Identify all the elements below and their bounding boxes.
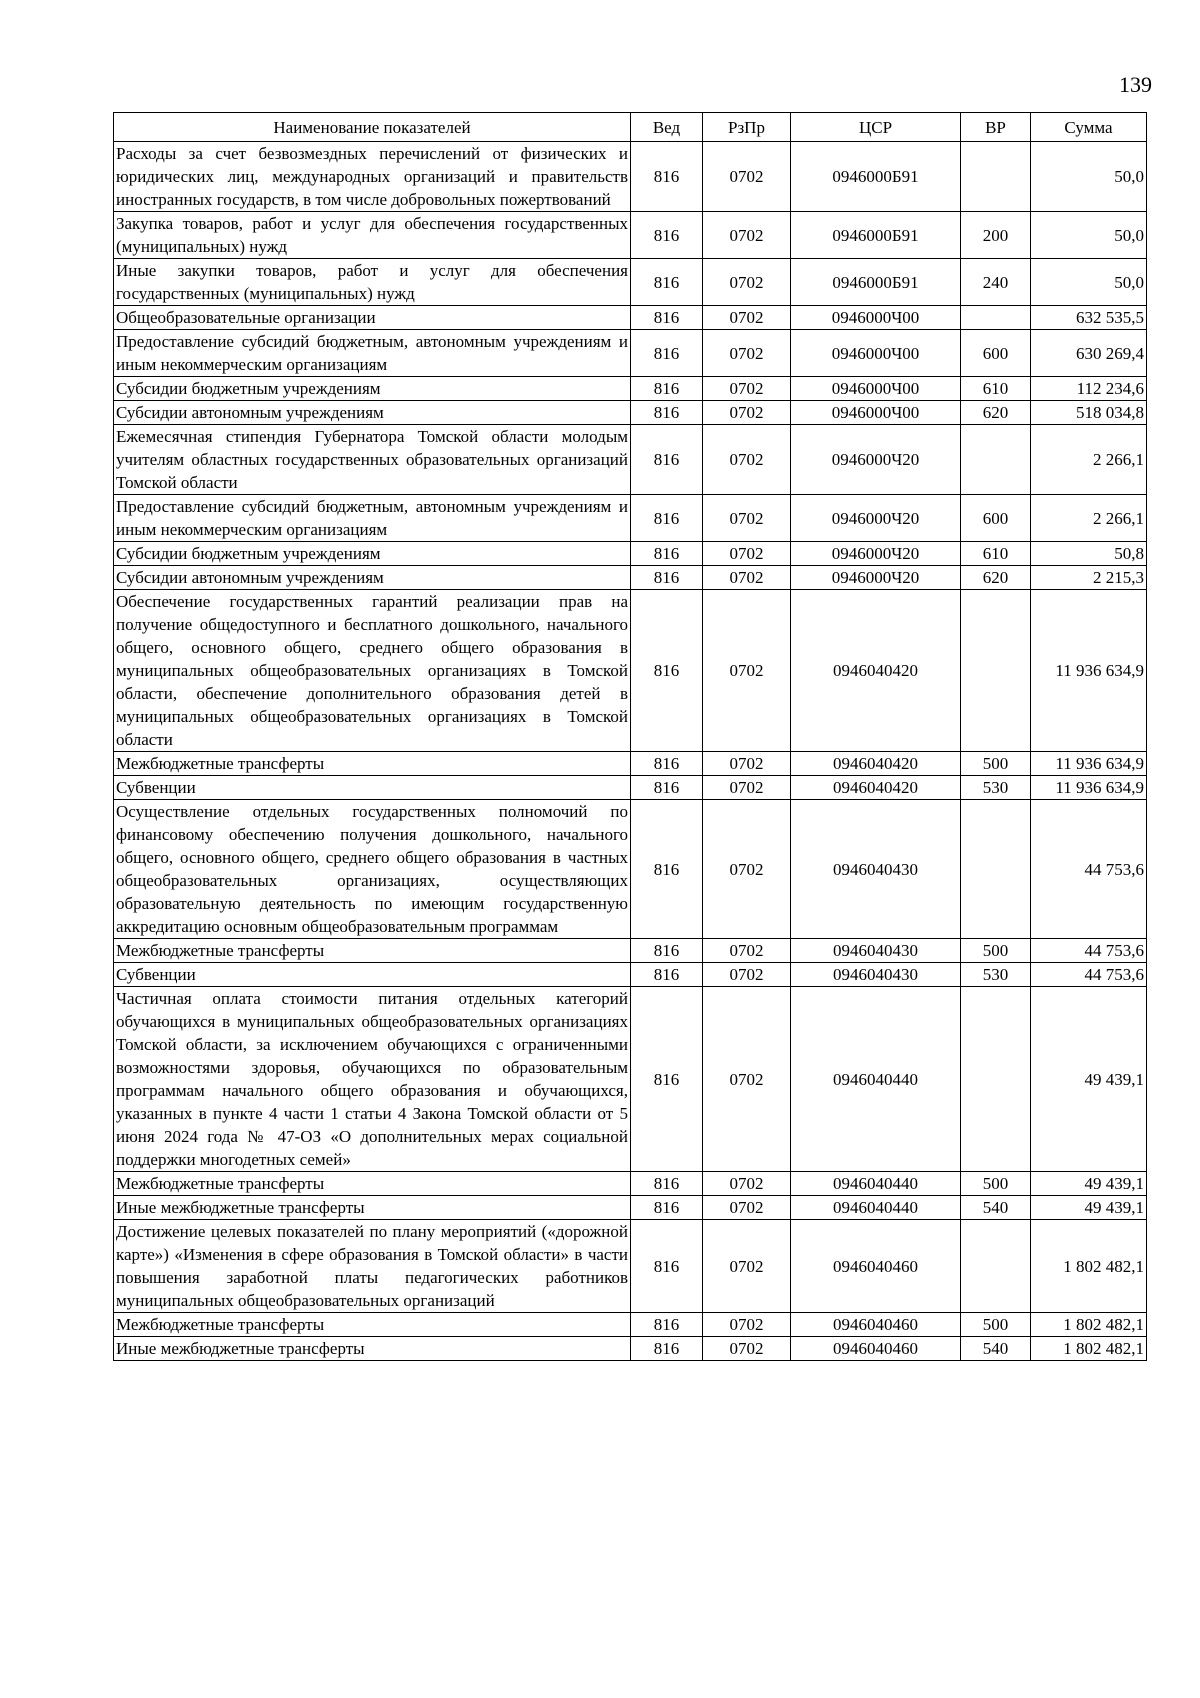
cell-name: Частичная оплата стоимости питания отдельных категорий обучающихся в муниципальных общеобразовательных организациях Томской области, за исключением обучающихся с ограниченными возможностями здоровья, обучающихся по образовательным программам начального общего образования и обучающихся, указанных в пункте 4 части 1 статьи 4 Закона Томской области от 5 июня 2024 года № 47-ОЗ «О дополнительных мерах социальной поддержки многодетных семей»	[114, 987, 631, 1172]
cell-ved: 816	[631, 963, 703, 987]
cell-csr: 0946000Ч20	[791, 425, 961, 495]
cell-vr: 610	[961, 377, 1031, 401]
table-row	[114, 987, 1147, 1172]
cell-ved: 816	[631, 566, 703, 590]
cell-csr: 0946000Ч00	[791, 330, 961, 377]
cell-rzpr: 0702	[703, 1313, 791, 1337]
cell-vr: 500	[961, 1172, 1031, 1196]
cell-name: Субсидии автономным учреждениям	[114, 566, 631, 590]
cell-sum: 11 936 634,9	[1031, 590, 1147, 752]
cell-vr: 500	[961, 939, 1031, 963]
cell-sum: 11 936 634,9	[1031, 776, 1147, 800]
header-vr: ВР	[961, 113, 1031, 142]
table-row	[114, 1196, 1147, 1220]
cell-name: Субвенции	[114, 776, 631, 800]
cell-ved: 816	[631, 1313, 703, 1337]
cell-ved: 816	[631, 752, 703, 776]
cell-name: Обеспечение государственных гарантий реализации прав на получение общедоступного и бесплатного дошкольного, начального общего, основного общего, среднего общего образования в муниципальных общеобразовательных организациях в Томской области, обеспечение дополнительного образования детей в муниципальных общеобразовательных организациях в Томской области	[114, 590, 631, 752]
cell-ved: 816	[631, 776, 703, 800]
cell-csr: 0946040430	[791, 963, 961, 987]
cell-name: Иные межбюджетные трансферты	[114, 1196, 631, 1220]
cell-name: Субсидии бюджетным учреждениям	[114, 542, 631, 566]
cell-ved: 816	[631, 142, 703, 212]
table-row	[114, 590, 1147, 752]
table-row	[114, 1337, 1147, 1361]
cell-vr: 540	[961, 1337, 1031, 1361]
header-name: Наименование показателей	[114, 113, 631, 142]
cell-ved: 816	[631, 1196, 703, 1220]
table-row	[114, 1172, 1147, 1196]
cell-rzpr: 0702	[703, 259, 791, 306]
cell-rzpr: 0702	[703, 590, 791, 752]
cell-name: Предоставление субсидий бюджетным, автономным учреждениям и иным некоммерческим организациям	[114, 330, 631, 377]
header-csr: ЦСР	[791, 113, 961, 142]
cell-rzpr: 0702	[703, 1220, 791, 1313]
cell-sum: 50,0	[1031, 142, 1147, 212]
cell-sum: 50,8	[1031, 542, 1147, 566]
cell-name: Субвенции	[114, 963, 631, 987]
table-row	[114, 212, 1147, 259]
table-row	[114, 142, 1147, 212]
cell-name: Субсидии бюджетным учреждениям	[114, 377, 631, 401]
cell-ved: 816	[631, 330, 703, 377]
cell-sum: 44 753,6	[1031, 939, 1147, 963]
cell-ved: 816	[631, 987, 703, 1172]
cell-name: Межбюджетные трансферты	[114, 1313, 631, 1337]
cell-sum: 2 266,1	[1031, 425, 1147, 495]
cell-ved: 816	[631, 212, 703, 259]
cell-csr: 0946040420	[791, 752, 961, 776]
cell-name: Иные закупки товаров, работ и услуг для обеспечения государственных (муниципальных) нужд	[114, 259, 631, 306]
header-sum: Сумма	[1031, 113, 1147, 142]
cell-csr: 0946000Б91	[791, 142, 961, 212]
cell-sum: 11 936 634,9	[1031, 752, 1147, 776]
cell-csr: 0946040460	[791, 1313, 961, 1337]
cell-rzpr: 0702	[703, 377, 791, 401]
cell-vr	[961, 800, 1031, 939]
cell-rzpr: 0702	[703, 963, 791, 987]
table-row	[114, 377, 1147, 401]
cell-name: Субсидии автономным учреждениям	[114, 401, 631, 425]
cell-name: Межбюджетные трансферты	[114, 752, 631, 776]
cell-name: Иные межбюджетные трансферты	[114, 1337, 631, 1361]
cell-csr: 0946040440	[791, 1196, 961, 1220]
cell-vr: 610	[961, 542, 1031, 566]
cell-rzpr: 0702	[703, 142, 791, 212]
cell-vr: 200	[961, 212, 1031, 259]
cell-sum: 630 269,4	[1031, 330, 1147, 377]
cell-csr: 0946000Ч20	[791, 566, 961, 590]
cell-ved: 816	[631, 1220, 703, 1313]
budget-table	[113, 112, 1147, 1361]
cell-sum: 50,0	[1031, 259, 1147, 306]
cell-vr: 500	[961, 1313, 1031, 1337]
cell-rzpr: 0702	[703, 1196, 791, 1220]
table-row	[114, 800, 1147, 939]
cell-name: Межбюджетные трансферты	[114, 1172, 631, 1196]
cell-name: Осуществление отдельных государственных полномочий по финансовому обеспечению получения дошкольного, начального общего, основного общего, среднего общего образования в частных общеобразовательных организациях, осуществляющих образовательную деятельность по имеющим государственную аккредитацию основным общеобразовательным программам	[114, 800, 631, 939]
cell-vr	[961, 590, 1031, 752]
cell-csr: 0946040430	[791, 939, 961, 963]
cell-sum: 44 753,6	[1031, 800, 1147, 939]
cell-sum: 49 439,1	[1031, 1196, 1147, 1220]
cell-rzpr: 0702	[703, 987, 791, 1172]
cell-ved: 816	[631, 939, 703, 963]
cell-csr: 0946000Б91	[791, 212, 961, 259]
header-ved: Вед	[631, 113, 703, 142]
cell-vr: 530	[961, 963, 1031, 987]
cell-ved: 816	[631, 1172, 703, 1196]
cell-vr	[961, 425, 1031, 495]
cell-sum: 44 753,6	[1031, 963, 1147, 987]
cell-sum: 49 439,1	[1031, 1172, 1147, 1196]
cell-csr: 0946000Ч20	[791, 495, 961, 542]
cell-name: Общеобразовательные организации	[114, 306, 631, 330]
cell-name: Предоставление субсидий бюджетным, автономным учреждениям и иным некоммерческим организациям	[114, 495, 631, 542]
table-row	[114, 306, 1147, 330]
table-row	[114, 1313, 1147, 1337]
cell-sum: 2 266,1	[1031, 495, 1147, 542]
cell-rzpr: 0702	[703, 1337, 791, 1361]
cell-rzpr: 0702	[703, 800, 791, 939]
cell-csr: 0946040420	[791, 776, 961, 800]
cell-vr: 240	[961, 259, 1031, 306]
cell-rzpr: 0702	[703, 212, 791, 259]
cell-ved: 816	[631, 377, 703, 401]
cell-ved: 816	[631, 259, 703, 306]
cell-sum: 49 439,1	[1031, 987, 1147, 1172]
cell-vr: 540	[961, 1196, 1031, 1220]
cell-rzpr: 0702	[703, 306, 791, 330]
cell-sum: 632 535,5	[1031, 306, 1147, 330]
cell-csr: 0946000Ч00	[791, 377, 961, 401]
header-rzpr: РзПр	[703, 113, 791, 142]
table-row	[114, 259, 1147, 306]
cell-sum: 1 802 482,1	[1031, 1313, 1147, 1337]
cell-csr: 0946040460	[791, 1337, 961, 1361]
cell-csr: 0946000Ч20	[791, 542, 961, 566]
table-row	[114, 963, 1147, 987]
table-row	[114, 495, 1147, 542]
table-row	[114, 330, 1147, 377]
cell-name: Ежемесячная стипендия Губернатора Томской области молодым учителям областных государственных образовательных организаций Томской области	[114, 425, 631, 495]
cell-name: Расходы за счет безвозмездных перечислений от физических и юридических лиц, международных организаций и правительств иностранных государств, в том числе добровольных пожертвований	[114, 142, 631, 212]
table-row	[114, 776, 1147, 800]
cell-sum: 2 215,3	[1031, 566, 1147, 590]
cell-rzpr: 0702	[703, 939, 791, 963]
cell-sum: 1 802 482,1	[1031, 1220, 1147, 1313]
cell-vr: 600	[961, 330, 1031, 377]
cell-csr: 0946000Ч00	[791, 306, 961, 330]
cell-vr: 620	[961, 566, 1031, 590]
table-row	[114, 939, 1147, 963]
cell-vr: 530	[961, 776, 1031, 800]
table-row	[114, 1220, 1147, 1313]
cell-ved: 816	[631, 1337, 703, 1361]
cell-vr: 600	[961, 495, 1031, 542]
cell-ved: 816	[631, 495, 703, 542]
cell-ved: 816	[631, 800, 703, 939]
cell-sum: 112 234,6	[1031, 377, 1147, 401]
cell-rzpr: 0702	[703, 330, 791, 377]
table-row	[114, 566, 1147, 590]
cell-name: Закупка товаров, работ и услуг для обеспечения государственных (муниципальных) нужд	[114, 212, 631, 259]
cell-vr	[961, 142, 1031, 212]
cell-ved: 816	[631, 590, 703, 752]
cell-vr	[961, 306, 1031, 330]
cell-ved: 816	[631, 542, 703, 566]
cell-name: Достижение целевых показателей по плану мероприятий («дорожной карте») «Изменения в сфере образования в Томской области» в части повышения заработной платы педагогических работников муниципальных общеобразовательных организаций	[114, 1220, 631, 1313]
cell-rzpr: 0702	[703, 566, 791, 590]
cell-ved: 816	[631, 425, 703, 495]
table-row	[114, 752, 1147, 776]
cell-vr	[961, 987, 1031, 1172]
cell-csr: 0946040440	[791, 1172, 961, 1196]
cell-csr: 0946000Ч00	[791, 401, 961, 425]
cell-rzpr: 0702	[703, 425, 791, 495]
cell-sum: 1 802 482,1	[1031, 1337, 1147, 1361]
cell-ved: 816	[631, 306, 703, 330]
cell-csr: 0946040460	[791, 1220, 961, 1313]
table-row	[114, 401, 1147, 425]
table-row	[114, 542, 1147, 566]
cell-csr: 0946000Б91	[791, 259, 961, 306]
table-header-row	[114, 113, 1147, 142]
cell-name: Межбюджетные трансферты	[114, 939, 631, 963]
cell-rzpr: 0702	[703, 776, 791, 800]
cell-rzpr: 0702	[703, 1172, 791, 1196]
cell-rzpr: 0702	[703, 401, 791, 425]
table-row	[114, 425, 1147, 495]
cell-ved: 816	[631, 401, 703, 425]
cell-vr: 500	[961, 752, 1031, 776]
cell-rzpr: 0702	[703, 542, 791, 566]
cell-csr: 0946040420	[791, 590, 961, 752]
page-number: 139	[1119, 72, 1152, 97]
cell-sum: 518 034,8	[1031, 401, 1147, 425]
cell-rzpr: 0702	[703, 495, 791, 542]
cell-rzpr: 0702	[703, 752, 791, 776]
cell-csr: 0946040430	[791, 800, 961, 939]
cell-csr: 0946040440	[791, 987, 961, 1172]
cell-vr	[961, 1220, 1031, 1313]
cell-sum: 50,0	[1031, 212, 1147, 259]
cell-vr: 620	[961, 401, 1031, 425]
